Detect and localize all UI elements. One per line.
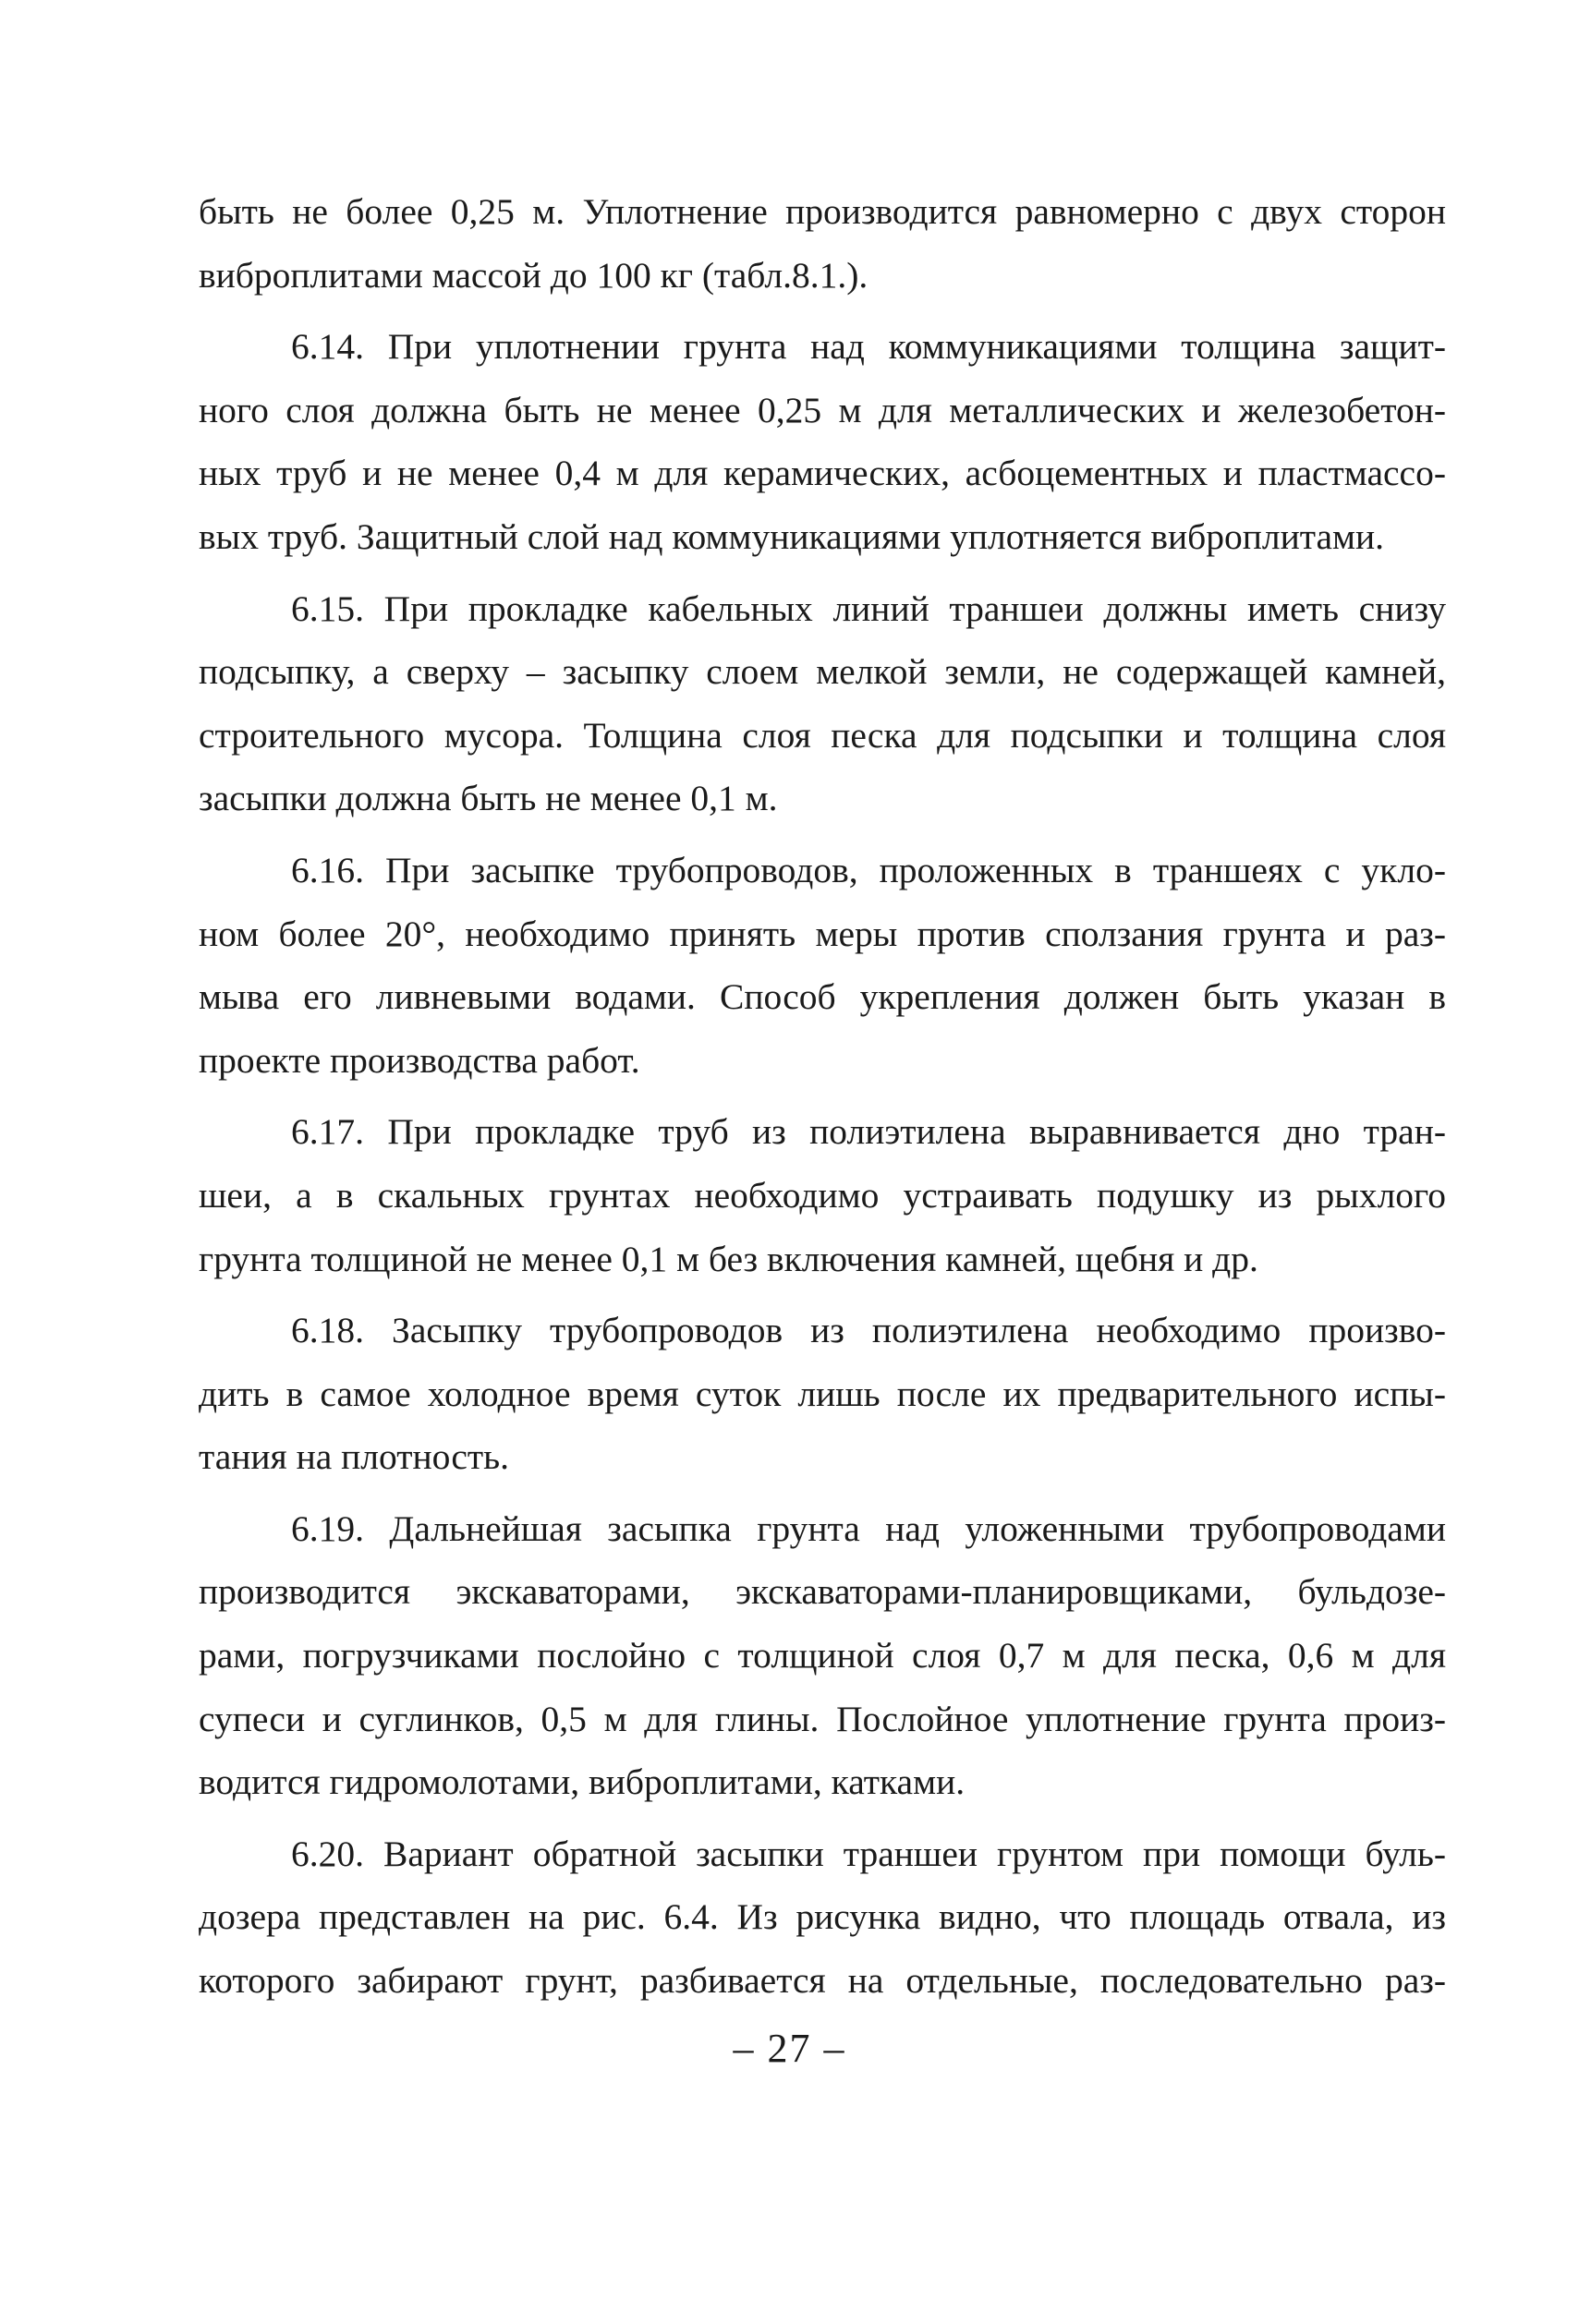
paragraph-6-14 — [199, 315, 1446, 568]
text-line: засыпки должна быть не менее 0,1 м. — [199, 778, 778, 819]
text-line: дить в самое холодное время суток лишь после их предварительного испы- — [199, 1373, 1446, 1414]
paragraph-6-15 — [199, 577, 1446, 830]
paragraph-6-20 — [199, 1822, 1446, 2013]
text-line: производится экскаваторами, экскаваторами-планировщиками, бульдозе- — [199, 1571, 1446, 1613]
text-line: 6.17. При прокладке труб из полиэтилена выравнивается дно тран- — [291, 1111, 1446, 1153]
text-line: 6.20. Вариант обратной засыпки траншеи грунтом при помощи буль- — [291, 1833, 1446, 1874]
text-line: виброплитами массой до 100 кг (табл.8.1.). — [199, 254, 868, 296]
text-line: мыва его ливневыми водами. Способ укрепления должен быть указан в — [199, 976, 1446, 1018]
paragraph-6-19 — [199, 1497, 1446, 1814]
text-line: проекте производства работ. — [199, 1039, 640, 1081]
text-line: тания на плотность. — [199, 1436, 510, 1478]
text-line: шеи, а в скальных грунтах необходимо устраивать подушку из рыхлого — [199, 1174, 1446, 1216]
text-line: водится гидромолотами, виброплитами, катками. — [199, 1761, 966, 1803]
text-line: 6.18. Засыпку трубопроводов из полиэтилена необходимо произво- — [291, 1310, 1446, 1351]
paragraph-6-17 — [199, 1100, 1446, 1290]
text-line: супеси и суглинков, 0,5 м для глины. Послойное уплотнение грунта произ- — [199, 1698, 1446, 1739]
page-number: – 27 – — [733, 2026, 846, 2071]
paragraph-6-16 — [199, 839, 1446, 1092]
paragraph-continuation — [199, 180, 1446, 307]
text-line: 6.19. Дальнейшая засыпка грунта над уложенными трубопроводами — [291, 1507, 1446, 1549]
body-text — [199, 180, 1446, 2013]
text-line: 6.14. При уплотнении грунта над коммуникациями толщина защит- — [291, 326, 1446, 368]
text-line: ных труб и не менее 0,4 м для керамических, асбоцементных и пластмассо- — [199, 453, 1446, 494]
text-line: которого забирают грунт, разбивается на отдельные, последовательно раз- — [199, 1960, 1446, 2002]
text-line: ном более 20°, необходимо принять меры против сползания грунта и раз- — [199, 913, 1446, 954]
text-line: ного слоя должна быть не менее 0,25 м для металлических и железобетон- — [199, 389, 1446, 430]
text-line: вых труб. Защитный слой над коммуникациями уплотняется виброплитами. — [199, 515, 1385, 557]
text-line: строительного мусора. Толщина слоя песка для подсыпки и толщина слоя — [199, 714, 1446, 756]
text-line: 6.15. При прокладке кабельных линий траншеи должны иметь снизу — [291, 587, 1446, 629]
text-line: грунта толщиной не менее 0,1 м без включения камней, щебня и др. — [199, 1238, 1258, 1279]
text-line: 6.16. При засыпке трубопроводов, проложенных в траншеях с укло- — [291, 849, 1446, 890]
paragraph-6-18 — [199, 1299, 1446, 1489]
text-line: рами, погрузчиками послойно с толщиной слоя 0,7 м для песка, 0,6 м для — [199, 1635, 1446, 1676]
text-line: дозера представлен на рис. 6.4. Из рисунка видно, что площадь отвала, из — [199, 1896, 1446, 1938]
text-line: быть не более 0,25 м. Уплотнение производится равномерно с двух сторон — [199, 191, 1446, 232]
text-line: подсыпку, а сверху – засыпку слоем мелкой земли, не содержащей камней, — [199, 651, 1446, 693]
